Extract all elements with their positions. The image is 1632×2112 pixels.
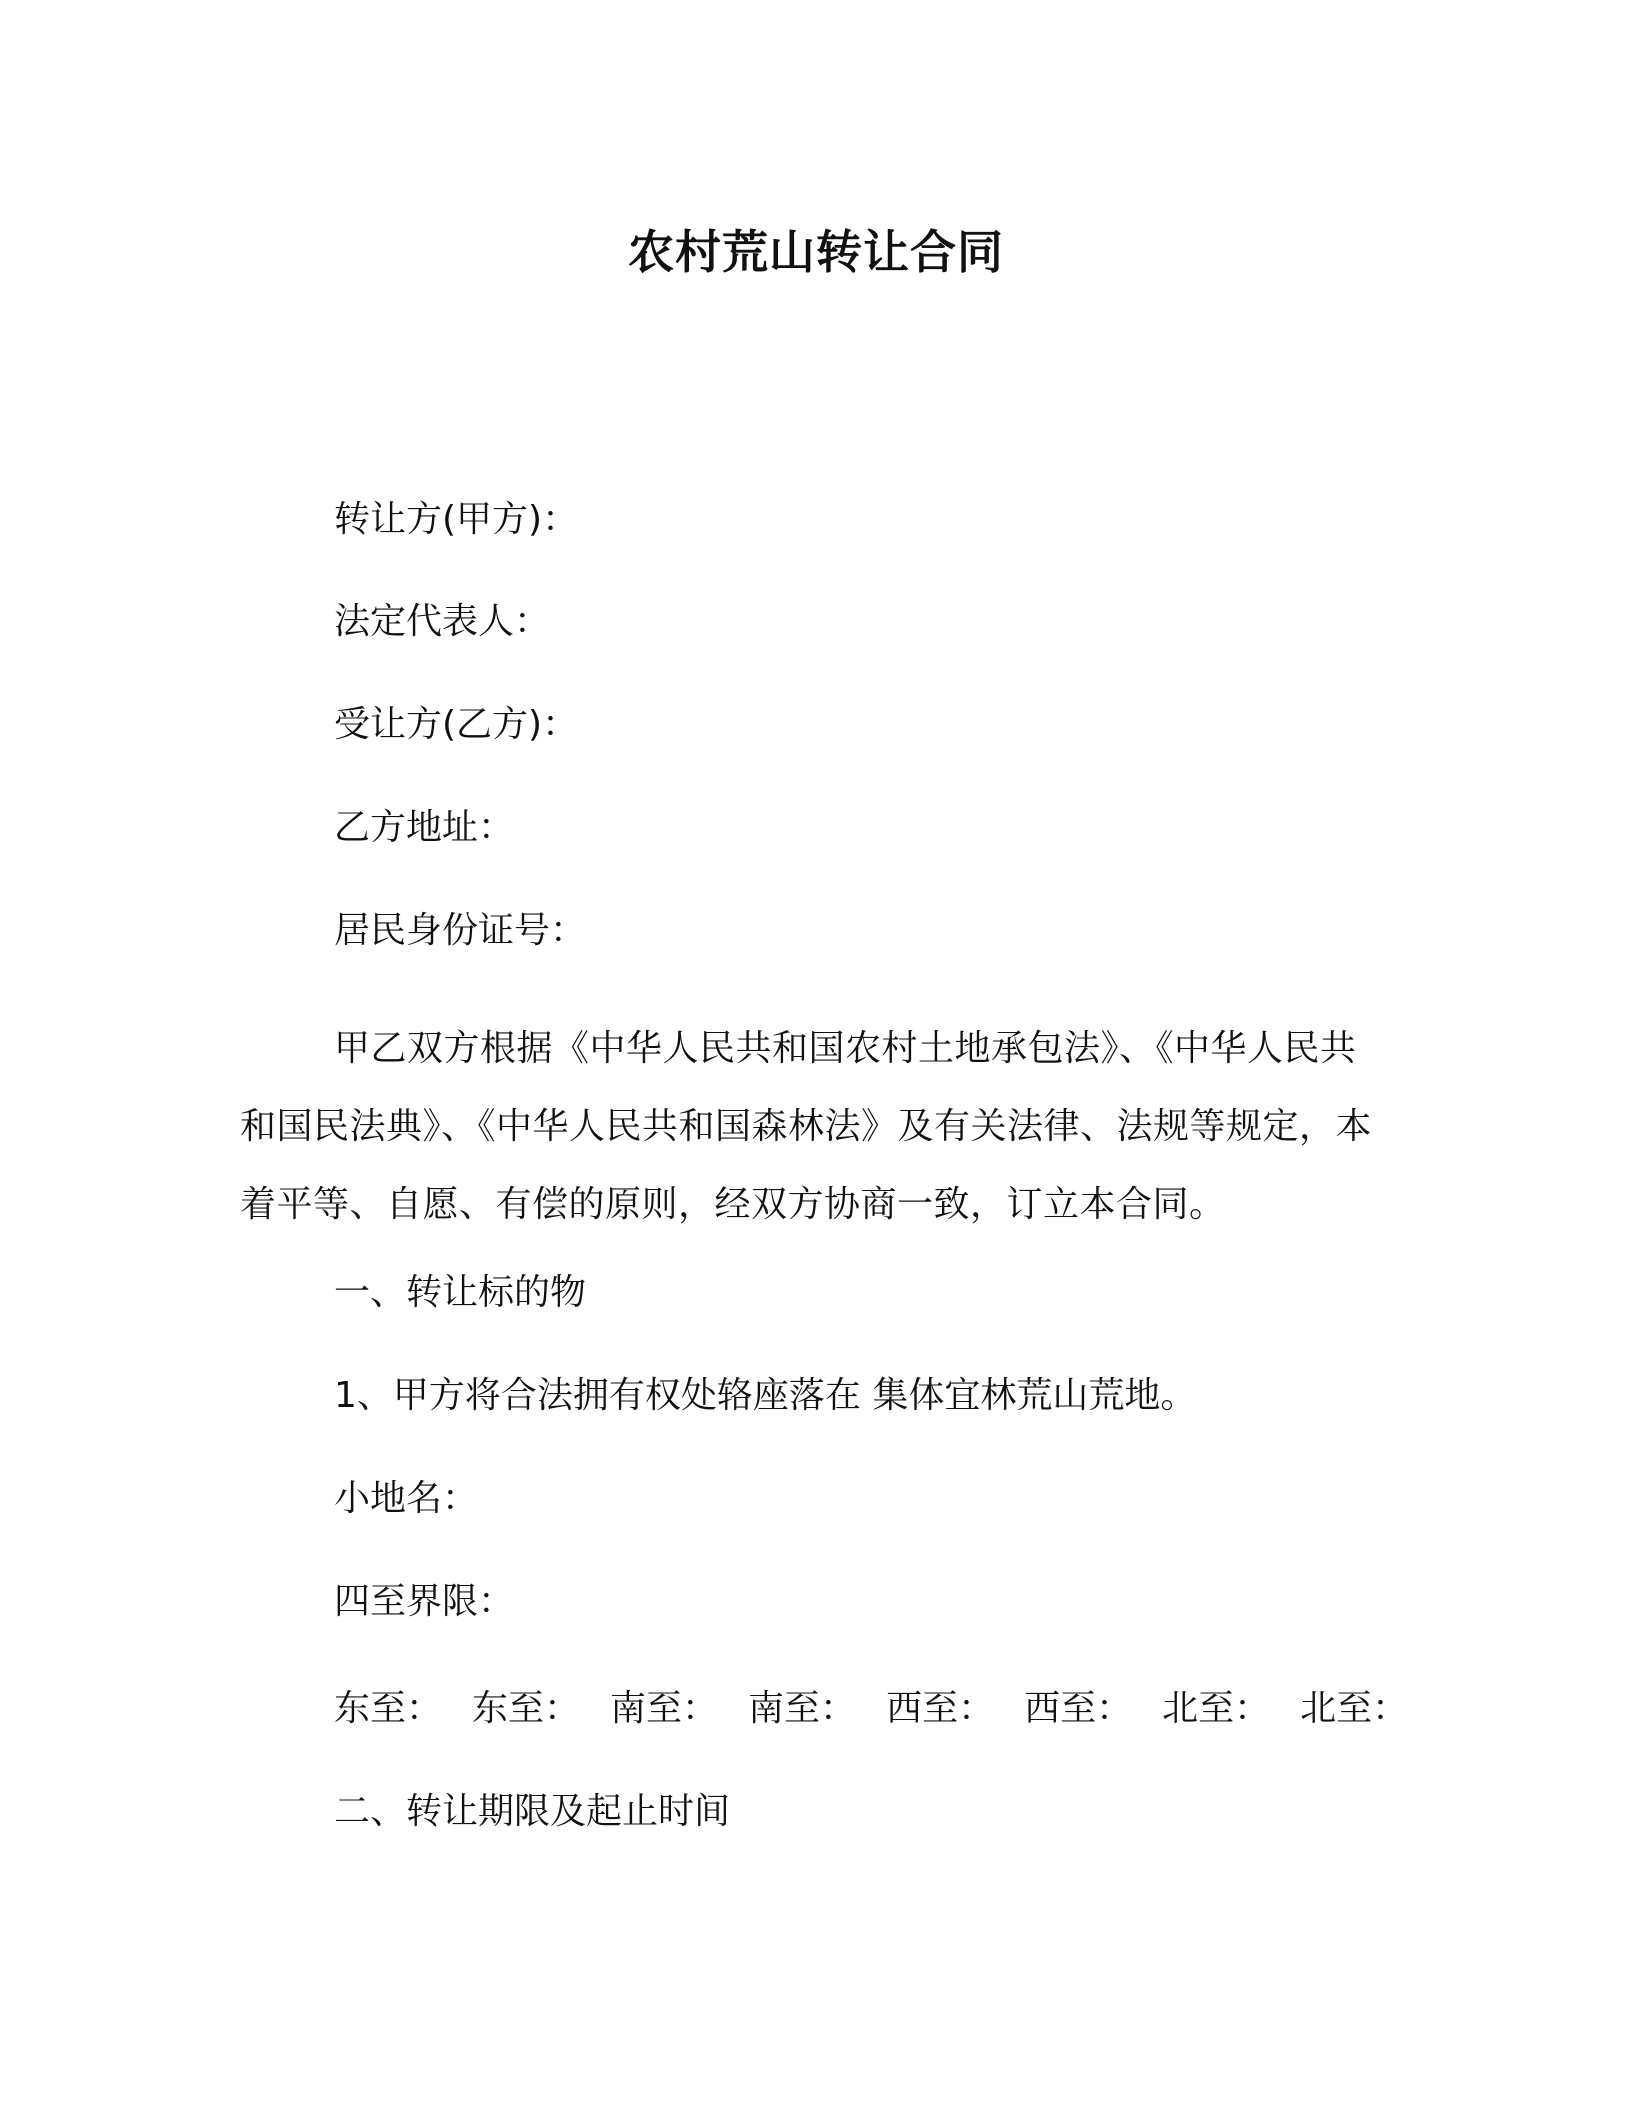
direction-north-1: 北至： [1162, 1688, 1271, 1729]
direction-east-2: 东至： [472, 1688, 581, 1729]
section-1-heading: 一、转让标的物 [334, 1272, 587, 1313]
direction-north-2: 北至： [1300, 1688, 1409, 1729]
boundary-directions [334, 1684, 1438, 1734]
item-1-text: 1、甲方将合法拥有权处辂座落在 集体宜林荒山荒地。 [334, 1375, 1197, 1416]
intro-paragraph [240, 1010, 1390, 1244]
intro-paragraph-text: 甲乙双方根据《中华人民共和国农村土地承包法》、《中华人民共和国民法典》、《中华人民共和国森林法》及有关法律、法规等规定，本着平等、自愿、有偿的原则，经双方协商一致，订立本合同。 [240, 1028, 1373, 1225]
direction-south-1: 南至： [610, 1688, 719, 1729]
direction-south-2: 南至： [748, 1688, 857, 1729]
direction-east-1: 东至： [334, 1688, 443, 1729]
direction-west-1: 西至： [886, 1688, 995, 1729]
party-b-address-label: 乙方地址： [334, 807, 515, 848]
section-2-heading: 二、转让期限及起止时间 [334, 1791, 731, 1832]
legal-representative-label: 法定代表人： [334, 601, 551, 642]
transferee-label: 受让方(乙方)： [334, 704, 579, 745]
place-name-label: 小地名： [334, 1478, 479, 1519]
id-number-label: 居民身份证号： [334, 910, 587, 951]
direction-west-2: 西至： [1024, 1688, 1133, 1729]
boundaries-label: 四至界限： [334, 1581, 515, 1622]
document-title: 农村荒山转让合同 [628, 225, 1004, 279]
transferor-label: 转让方(甲方)： [334, 499, 579, 540]
